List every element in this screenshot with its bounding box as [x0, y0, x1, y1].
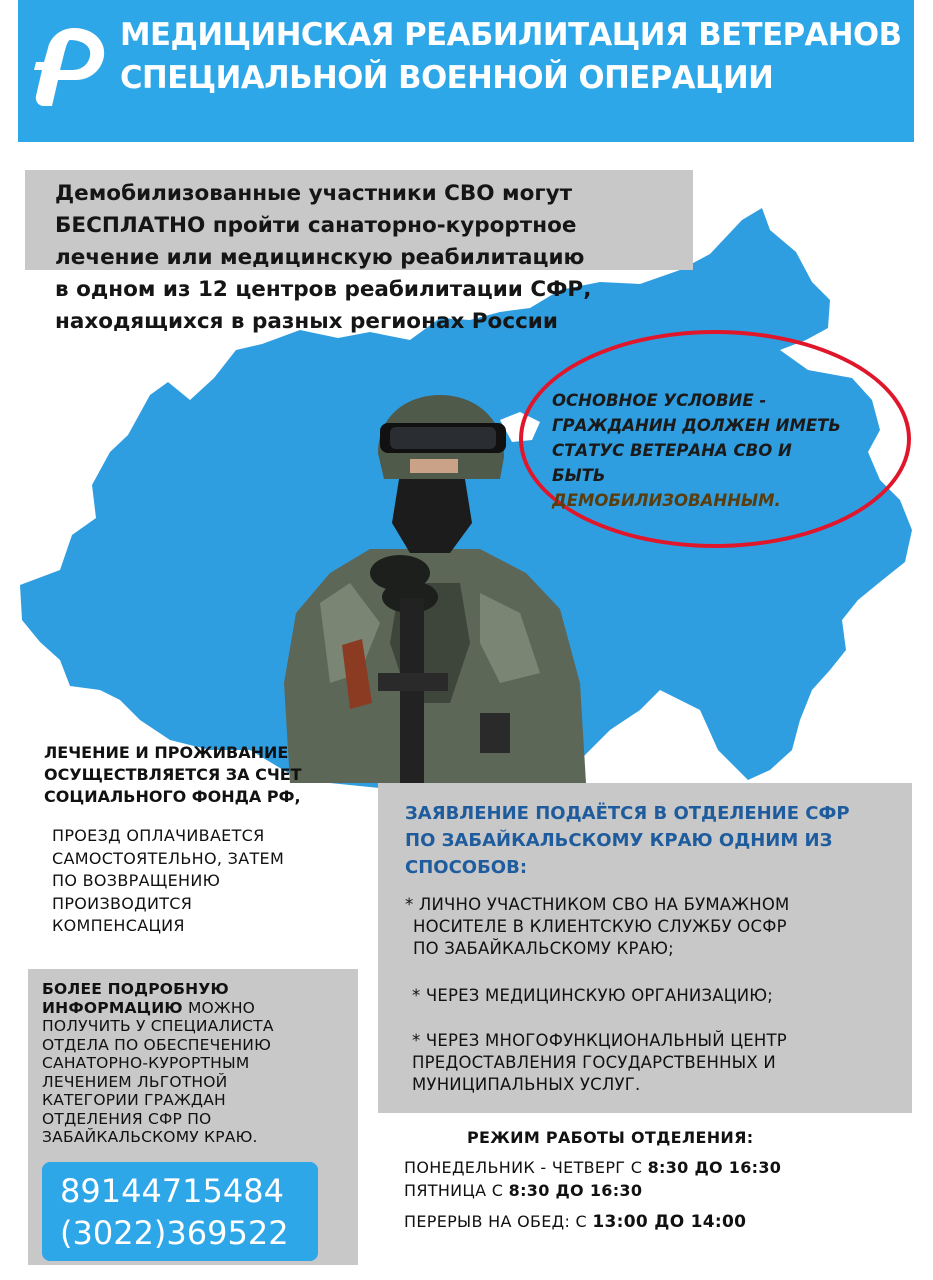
condition-line4-a: БЫТЬ — [552, 466, 606, 485]
application-title — [405, 800, 905, 881]
method1-line3: ПО ЗАБАЙКАЛЬСКОМУ КРАЮ; — [413, 939, 674, 958]
treatment-line2: ОСУЩЕСТВЛЯЕТСЯ ЗА СЧЕТ — [44, 765, 302, 784]
travel-text — [52, 825, 352, 938]
application-title-line3: СПОСОБОВ: — [405, 857, 528, 878]
method3-line2: ПРЕДОСТАВЛЕНИЯ ГОСУДАРСТВЕННЫХ И — [412, 1053, 776, 1072]
hours-list — [404, 1156, 904, 1234]
treatment-line1: ЛЕЧЕНИЕ И ПРОЖИВАНИЕ — [44, 743, 289, 762]
hours-friday-label: ПЯТНИЦА С — [404, 1181, 509, 1200]
page-title-line1: МЕДИЦИНСКАЯ РЕАБИЛИТАЦИЯ ВЕТЕРАНОВ — [120, 17, 902, 53]
method2-line1: * ЧЕРЕЗ МЕДИЦИНСКУЮ ОРГАНИЗАЦИЮ; — [412, 986, 774, 1005]
more-info-bold1: БОЛЕЕ ПОДРОБНУЮ — [42, 980, 229, 998]
hours-lunch-to: 14:00 — [690, 1212, 747, 1232]
method3-line1: * ЧЕРЕЗ МНОГОФУНКЦИОНАЛЬНЫЙ ЦЕНТР — [412, 1031, 787, 1050]
more-info-line5: САНАТОРНО-КУРОРТНЫМ — [42, 1054, 250, 1072]
travel-line4: ПРОИЗВОДИТСЯ — [52, 893, 193, 913]
condition-line4 — [552, 463, 902, 513]
condition-line3: СТАТУС ВЕТЕРАНА СВО И — [552, 441, 792, 460]
method1-line2: НОСИТЕЛЕ В КЛИЕНТСКУЮ СЛУЖБУ ОСФР — [413, 917, 787, 936]
travel-line3: ПО ВОЗВРАЩЕНИЮ — [52, 871, 221, 890]
hours-weekday-to: 16:30 — [728, 1158, 782, 1177]
hours-lunch-mid: ДО — [648, 1212, 691, 1232]
intro-line1-rest: участники СВО могут — [301, 181, 573, 206]
intro-lead: Демобилизованные — [55, 181, 302, 206]
sfr-logo-icon — [30, 18, 110, 114]
method-mfc — [412, 1030, 892, 1096]
more-info-line6: ЛЕЧЕНИЕМ ЛЬГОТНОЙ — [42, 1072, 228, 1091]
condition-text — [552, 388, 902, 513]
method-in-person — [405, 894, 885, 960]
hours-lunch-label: ПЕРЕРЫВ НА ОБЕД: С — [404, 1212, 593, 1231]
more-info-bold2: ИНФОРМАЦИЮ — [42, 998, 183, 1017]
condition-line2: ГРАЖДАНИН ДОЛЖЕН ИМЕТЬ — [552, 416, 841, 435]
hours-friday-mid: ДО — [549, 1181, 590, 1200]
hours-weekdays — [404, 1156, 904, 1179]
page-title — [120, 14, 902, 100]
hours-weekday-mid: ДО — [688, 1158, 729, 1177]
more-info-line2-rest: МОЖНО — [182, 998, 256, 1017]
travel-line1: ПРОЕЗД ОПЛАЧИВАЕТСЯ — [52, 826, 265, 845]
intro-line3: лечение или медицинскую реабилитацию — [55, 245, 585, 270]
hours-lunch — [404, 1210, 904, 1234]
intro-line2: БЕСПЛАТНО пройти санаторно-курортное — [55, 213, 577, 238]
condition-line1: ОСНОВНОЕ УСЛОВИЕ - — [552, 391, 767, 410]
more-info-line8: ОТДЕЛЕНИЯ СФР ПО — [42, 1109, 212, 1128]
intro-line5: находящихся в разных регионах России — [55, 309, 558, 334]
intro-text — [55, 178, 695, 338]
hours-weekday-label: ПОНЕДЕЛЬНИК - ЧЕТВЕРГ С — [404, 1158, 648, 1177]
hours-lunch-from: 13:00 — [592, 1212, 649, 1232]
more-info-line7: КАТЕГОРИИ ГРАЖДАН — [42, 1091, 226, 1109]
soldier-illustration — [250, 383, 600, 783]
hours-weekday-from: 8:30 — [647, 1158, 689, 1177]
travel-line5: КОМПЕНСАЦИЯ — [52, 916, 185, 935]
more-info-text — [42, 980, 352, 1147]
application-title-line2: ПО ЗАБАЙКАЛЬСКОМУ КРАЮ ОДНИМ ИЗ — [405, 830, 833, 851]
phone-landline[interactable]: (3022)369522 — [60, 1214, 289, 1252]
hours-friday-to: 16:30 — [589, 1181, 643, 1200]
more-info-line9: ЗАБАЙКАЛЬСКОМУ КРАЮ. — [42, 1128, 258, 1146]
application-title-line1: ЗАЯВЛЕНИЕ ПОДАЁТСЯ В ОТДЕЛЕНИЕ СФР — [405, 803, 850, 824]
method1-line1: * ЛИЧНО УЧАСТНИКОМ СВО НА БУМАЖНОМ — [405, 895, 790, 914]
condition-line4-b: ДЕМОБИЛИЗОВАННЫМ. — [552, 491, 781, 510]
intro-line1 — [55, 178, 695, 210]
more-info-line4: ОТДЕЛА ПО ОБЕСПЕЧЕНИЮ — [42, 1035, 272, 1054]
treatment-text — [44, 742, 364, 808]
more-info-line3: ПОЛУЧИТЬ У СПЕЦИАЛИСТА — [42, 1017, 274, 1035]
method3-line3: МУНИЦИПАЛЬНЫХ УСЛУГ. — [412, 1075, 641, 1094]
travel-line2: САМОСТОЯТЕЛЬНО, ЗАТЕМ — [52, 848, 285, 868]
treatment-line3: СОЦИАЛЬНОГО ФОНДА РФ, — [44, 787, 301, 806]
intro-line4: в одном из 12 центров реабилитации СФР, — [55, 277, 592, 302]
page-title-line2: СПЕЦИАЛЬНОЙ ВОЕННОЙ ОПЕРАЦИИ — [120, 60, 774, 96]
hours-friday — [404, 1179, 904, 1202]
hours-title: РЕЖИМ РАБОТЫ ОТДЕЛЕНИЯ: — [467, 1128, 754, 1147]
hours-friday-from: 8:30 — [508, 1181, 550, 1200]
method-medical-org — [412, 985, 892, 1007]
phone-box — [42, 1162, 318, 1261]
phone-mobile[interactable]: 89144715484 — [60, 1172, 284, 1210]
